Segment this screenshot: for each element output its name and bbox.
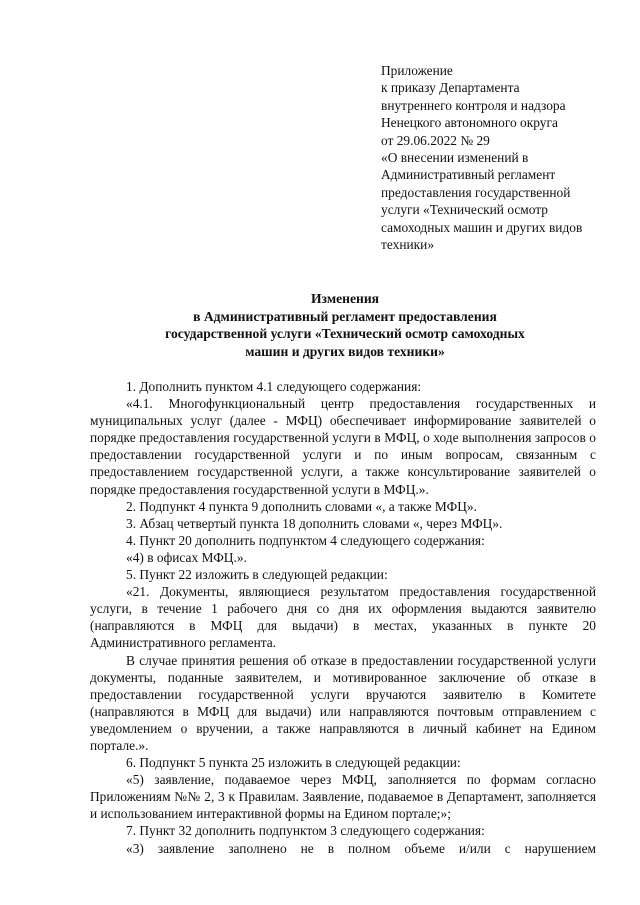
appendix-line: Административный регламент — [381, 167, 556, 183]
appendix-line: «О внесении изменений в — [381, 150, 529, 166]
paragraph: «5) заявление, подаваемое через МФЦ, заполняется по формам согласно Приложениям №№ 2, 3 к Правилам. Заявление, подаваемое в Департамент, заполняется и использованием интерактивной формы на Едином портале;»; — [90, 772, 596, 822]
paragraph: 7. Пункт 32 дополнить подпунктом 3 следующего содержания: — [126, 823, 485, 839]
paragraph: 6. Подпункт 5 пункта 25 изложить в следующей редакции: — [126, 755, 461, 771]
title-line: государственной услуги «Технический осмотр самоходных — [165, 326, 525, 341]
appendix-line: самоходных машин и других видов — [381, 219, 583, 235]
document-body — [90, 378, 596, 857]
paragraph: В случае принятия решения об отказе в предоставлении государственной услуги документы, поданные заявителем, и мотивированное заключение об отказе в предоставлении государственной услуги вручаются заявителю в Комитете (направляются в МФЦ для выдачи) или направляются почтовым отправлением с уведомлением о вручении, а также направляются в личный кабинет на Едином портале.». — [90, 652, 596, 753]
paragraph: «4) в офисах МФЦ.». — [126, 549, 247, 565]
paragraph: 3. Абзац четвертый пункта 18 дополнить словами «, через МФЦ». — [126, 515, 503, 531]
paragraph: 5. Пункт 22 изложить в следующей редакции: — [126, 567, 388, 583]
appendix-line: внутреннего контроля и надзора — [381, 97, 566, 113]
appendix-line: предоставления государственной — [381, 184, 571, 200]
appendix-line: Приложение — [381, 63, 453, 78]
title-line: машин и других видов техники» — [245, 343, 445, 359]
paragraph: 2. Подпункт 4 пункта 9 дополнить словами «, а также МФЦ». — [126, 498, 477, 514]
appendix-line: Ненецкого автономного округа — [381, 115, 558, 131]
document-title — [90, 290, 600, 360]
appendix-line: техники» — [381, 237, 435, 253]
paragraph: 1. Дополнить пунктом 4.1 следующего содержания: — [126, 379, 422, 394]
appendix-header — [381, 62, 631, 253]
paragraph: «4.1. Многофункциональный центр предоставления государственных и муниципальных услуг (далее - МФЦ) обеспечивает информирование заявителей о порядке предоставления государственной услуги в МФЦ, о ходе выполнения запросов о предоставлении государственной услуги и по иным вопросам, связанным с предоставлением государственной услуги, а также консультирование заявителей о порядке предоставления государственной услуги в МФЦ.». — [90, 396, 596, 497]
title-line: Изменения — [310, 291, 380, 306]
paragraph: «21. Документы, являющиеся результатом предоставления государственной услуги, в течение 1 рабочего дня со дня их оформления выдаются заявителю (направляются в МФЦ для выдачи) в местах, указанных в пункте 20 Административного регламента. — [90, 584, 596, 651]
appendix-line: от 29.06.2022 № 29 — [381, 132, 490, 148]
paragraph: «3) заявление заполнено не в полном объеме и/или с нарушением — [126, 840, 596, 856]
paragraph: 4. Пункт 20 дополнить подпунктом 4 следующего содержания: — [126, 532, 485, 548]
appendix-line: услуги «Технический осмотр — [381, 202, 548, 218]
title-line: в Административный регламент предоставления — [193, 308, 497, 324]
appendix-line: к приказу Департамента — [381, 80, 520, 96]
